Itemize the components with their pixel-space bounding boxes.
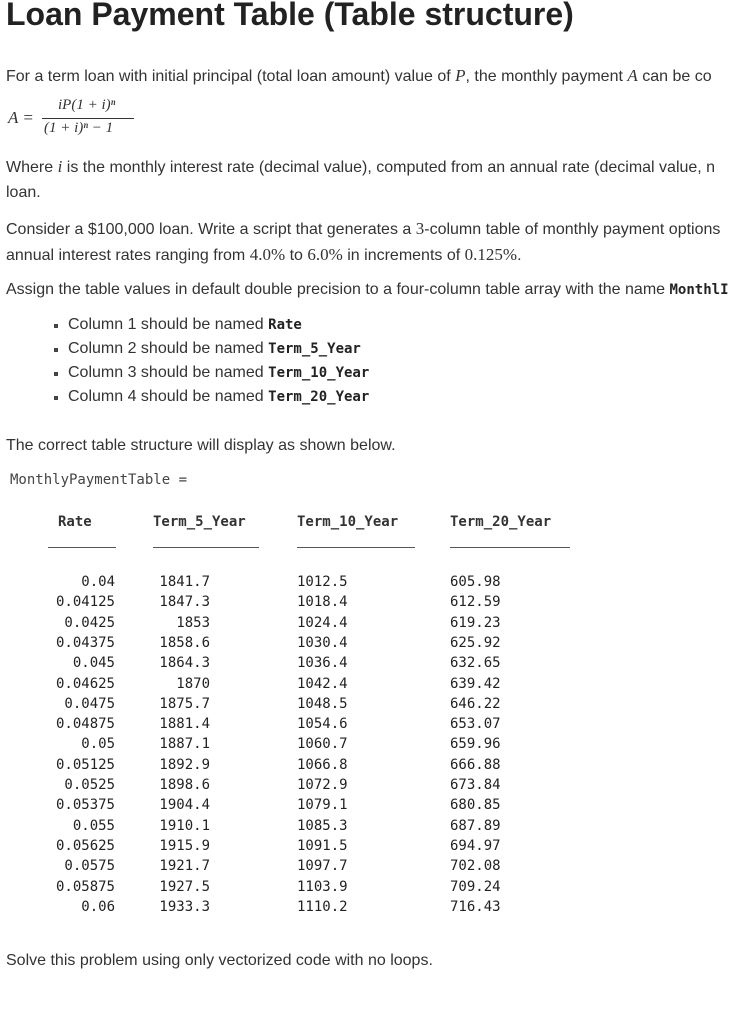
table-cell: 687.89	[450, 817, 501, 834]
output-variable-label: MonthlyPaymentTable =	[10, 472, 188, 488]
table-cell: 0.045	[72, 655, 115, 672]
table-cell: 1085.3	[297, 817, 348, 834]
formula-denominator: (1 + i)ⁿ − 1	[44, 120, 114, 136]
table-cell: 1864.3	[159, 655, 210, 672]
where-text-1: Where	[6, 159, 54, 176]
table-cell: 709.24	[450, 878, 501, 895]
table-cell: 1870	[176, 675, 210, 692]
table-cell: 1858.6	[159, 634, 210, 651]
consider-number: 3	[415, 219, 425, 238]
table-cell: 625.92	[450, 634, 501, 651]
where-paragraph	[6, 154, 715, 205]
table-cell: 1847.3	[159, 594, 210, 611]
table-cell: 680.85	[450, 797, 501, 814]
intro-text-2: , the monthly payment	[465, 68, 623, 85]
table-cell: 1110.2	[297, 898, 348, 915]
rate-increment: 0.125%	[464, 245, 518, 264]
table-cell: 605.98	[450, 574, 501, 590]
formula-numerator: iP(1 + i)ⁿ	[58, 97, 116, 113]
table-cell: 1048.5	[297, 695, 348, 712]
column-header: Term_5_Year	[153, 514, 246, 530]
intro-paragraph	[6, 63, 712, 89]
table-cell: 716.43	[450, 898, 501, 915]
column-name-code: Term_5_Year	[268, 341, 361, 357]
table-cell: 1898.6	[159, 777, 210, 793]
table-cell: 0.05375	[55, 797, 115, 814]
table-cell: 694.97	[450, 837, 501, 854]
consider-text-5: in increments of	[347, 247, 461, 264]
table-cell: 1921.7	[159, 858, 210, 875]
table-cell: 1875.7	[159, 695, 210, 712]
table-cell: 1012.5	[297, 574, 348, 590]
header-underline	[48, 547, 116, 548]
column-header: Term_20_Year	[450, 514, 552, 530]
table-cell: 646.22	[450, 695, 501, 712]
variable-i: i	[57, 157, 63, 176]
display-note: The correct table structure will display as shown below.	[6, 437, 396, 454]
header-underline	[153, 547, 259, 548]
list-item-text: Column 2 should be named	[68, 340, 264, 357]
column-name-code: Term_10_Year	[268, 365, 370, 381]
column-list	[52, 313, 369, 409]
list-item	[52, 361, 369, 385]
table-cell: 1841.7	[159, 574, 210, 590]
table-cell: 1915.9	[159, 837, 210, 854]
table-cell: 0.04375	[55, 634, 115, 651]
table-cell: 1927.5	[159, 878, 210, 895]
consider-period: .	[517, 247, 522, 264]
consider-text-4: to	[289, 247, 303, 264]
rate-start: 4.0%	[249, 245, 286, 264]
list-item-text: Column 1 should be named	[68, 316, 264, 333]
table-cell: 0.04	[81, 574, 115, 590]
table-cell: 1904.4	[159, 797, 210, 814]
table-cell: 619.23	[450, 614, 501, 631]
table-cell: 1881.4	[159, 716, 210, 733]
table-cell: 1060.7	[297, 736, 348, 753]
list-item-text: Column 3 should be named	[68, 364, 264, 381]
table-cell: 1030.4	[297, 634, 348, 651]
list-item-text: Column 4 should be named	[68, 388, 264, 405]
table-cell: 1103.9	[297, 878, 348, 895]
table-cell: 0.0525	[64, 777, 115, 793]
table-cell: 1024.4	[297, 614, 348, 631]
rate-end: 6.0%	[307, 245, 343, 264]
assign-code-name: MonthlI	[669, 282, 729, 298]
table-cell: 666.88	[450, 756, 501, 773]
table-cell: 1018.4	[297, 594, 348, 611]
table-cell: 1066.8	[297, 756, 348, 773]
fraction-bar	[42, 118, 134, 119]
table-cell: 1054.6	[297, 716, 348, 733]
intro-text-3: can be co	[642, 68, 712, 85]
column-header: Rate	[58, 514, 92, 530]
table-cell: 702.08	[450, 858, 501, 875]
table-cell: 0.0425	[64, 614, 115, 631]
table-cell: 1072.9	[297, 777, 348, 793]
table-cell: 1910.1	[159, 817, 210, 834]
assign-paragraph	[6, 277, 729, 303]
table-cell: 1933.3	[159, 898, 210, 915]
variable-a: A	[627, 66, 638, 85]
table-cell: 0.04625	[55, 675, 115, 692]
table-cell: 673.84	[450, 777, 501, 793]
consider-text-1: Consider a $100,000 loan. Write a script that generates a	[6, 221, 412, 238]
where-text-line2: loan.	[6, 184, 41, 201]
table-cell: 1036.4	[297, 655, 348, 672]
table-cell: 653.07	[450, 716, 501, 733]
table-cell: 0.05125	[55, 756, 115, 773]
intro-text-1: For a term loan with initial principal (total loan amount) value of	[6, 68, 451, 85]
table-cell: 1892.9	[159, 756, 210, 773]
where-text-2: is the monthly interest rate (decimal value), computed from an annual rate (decimal value, n	[66, 159, 716, 176]
table-cell: 639.42	[450, 675, 501, 692]
list-item	[52, 337, 369, 361]
consider-paragraph	[6, 216, 720, 268]
table-cell: 1091.5	[297, 837, 348, 854]
table-cell: 0.06	[81, 898, 115, 915]
table-cell: 1079.1	[297, 797, 348, 814]
column-header: Term_10_Year	[297, 514, 399, 530]
variable-p: P	[455, 66, 466, 85]
table-cell: 0.05875	[55, 878, 115, 895]
table-cell: 0.0475	[64, 695, 115, 712]
table-cell: 1853	[176, 614, 210, 631]
list-item	[52, 313, 369, 337]
table-cell: 0.05	[81, 736, 115, 753]
table-cell: 632.65	[450, 655, 501, 672]
assign-text: Assign the table values in default double precision to a four-column table array with the name	[6, 281, 666, 298]
header-underline	[297, 547, 415, 548]
table-cell: 0.04125	[55, 594, 115, 611]
table-cell: 0.055	[72, 817, 115, 834]
table-cell: 0.0575	[64, 858, 115, 875]
closing-paragraph: Solve this problem using only vectorized code with no loops.	[6, 952, 433, 969]
table-cell: 612.59	[450, 594, 501, 611]
page-title: Loan Payment Table (Table structure)	[6, 0, 574, 32]
table-cell: 0.05625	[55, 837, 115, 854]
column-name-code: Rate	[268, 317, 302, 333]
consider-text-2: -column table of monthly payment options	[424, 221, 721, 238]
consider-text-3: annual interest rates ranging from	[6, 247, 246, 264]
table-cell: 1887.1	[159, 736, 210, 753]
list-item	[52, 385, 369, 409]
table-cell: 1097.7	[297, 858, 348, 875]
table-cell: 659.96	[450, 736, 501, 753]
table-cell: 1042.4	[297, 675, 348, 692]
header-underline	[450, 547, 570, 548]
column-name-code: Term_20_Year	[268, 389, 370, 405]
table-cell: 0.04875	[55, 716, 115, 733]
formula-lhs: A =	[8, 108, 34, 127]
